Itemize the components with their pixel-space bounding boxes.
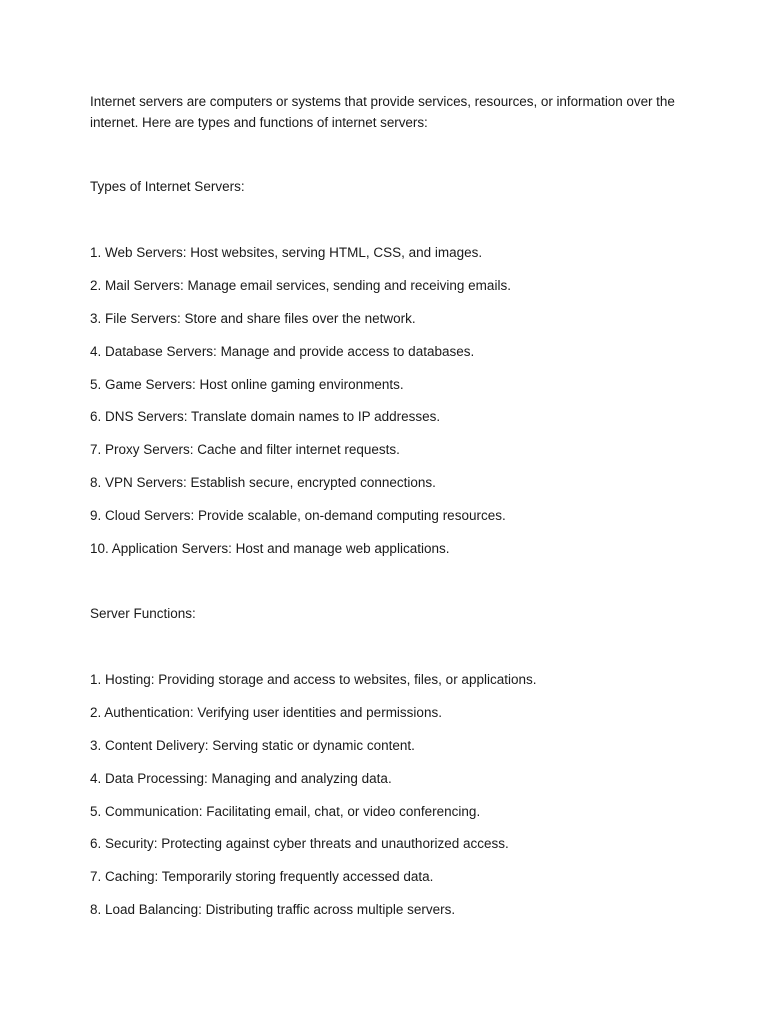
server-function-item: 3. Content Delivery: Serving static or dynamic content. — [90, 737, 415, 753]
functions-heading: Server Functions: — [90, 606, 196, 622]
server-function-item: 6. Security: Protecting against cyber threats and unauthorized access. — [90, 836, 509, 852]
server-type-item: 2. Mail Servers: Manage email services, sending and receiving emails. — [90, 277, 511, 293]
server-type-item: 5. Game Servers: Host online gaming environments. — [90, 376, 404, 392]
server-functions-list — [90, 669, 690, 920]
server-type-item: 3. File Servers: Store and share files over the network. — [90, 310, 416, 326]
server-function-item: 5. Communication: Facilitating email, chat, or video conferencing. — [90, 803, 481, 819]
server-function-item: 4. Data Processing: Managing and analyzing data. — [90, 770, 392, 786]
server-type-item: 4. Database Servers: Manage and provide access to databases. — [90, 343, 475, 359]
document-page — [90, 91, 690, 920]
types-heading: Types of Internet Servers: — [90, 179, 245, 194]
server-function-item: 7. Caching: Temporarily storing frequently accessed data. — [90, 869, 434, 885]
server-type-item: 8. VPN Servers: Establish secure, encrypted connections. — [90, 475, 436, 491]
server-types-list — [90, 242, 690, 559]
intro-paragraph: Internet servers are computers or systems that provide services, resources, or information over the internet. Here are types and functions of internet servers: — [90, 94, 675, 130]
server-type-item: 7. Proxy Servers: Cache and filter internet requests. — [90, 442, 400, 458]
server-type-item: 9. Cloud Servers: Provide scalable, on-demand computing resources. — [90, 508, 506, 524]
server-type-item: 1. Web Servers: Host websites, serving HTML, CSS, and images. — [90, 245, 483, 260]
server-type-item: 6. DNS Servers: Translate domain names to IP addresses. — [90, 409, 441, 425]
server-function-item: 1. Hosting: Providing storage and access to websites, files, or applications. — [90, 672, 537, 688]
server-function-item: 8. Load Balancing: Distributing traffic across multiple servers. — [90, 902, 456, 918]
server-function-item: 2. Authentication: Verifying user identities and permissions. — [90, 704, 442, 720]
server-type-item: 10. Application Servers: Host and manage web applications. — [90, 541, 450, 557]
